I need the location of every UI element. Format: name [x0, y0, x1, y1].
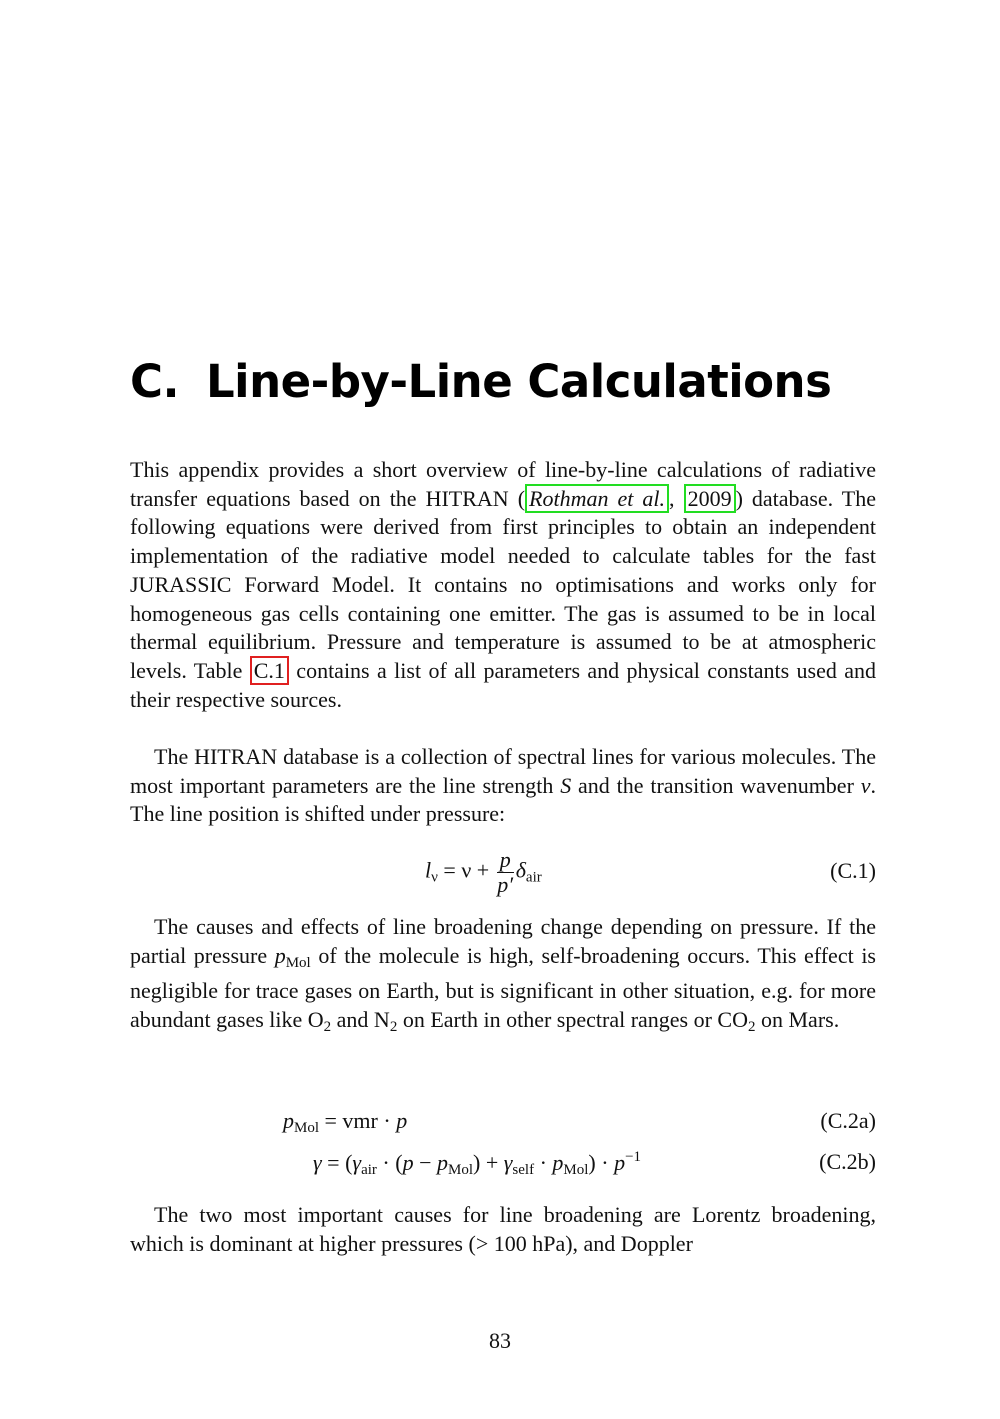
equation-c1	[425, 848, 542, 897]
paragraph-intro	[130, 456, 876, 714]
eq-subscript: Mol	[285, 954, 311, 971]
text-span: The HITRAN database is a collection of spectral lines for various molecules. The most important parameters are the line strength	[130, 744, 876, 798]
eq-subscript: air	[525, 869, 542, 886]
equation-number-c2a: (C.2a)	[820, 1108, 876, 1133]
eq-fraction	[497, 848, 514, 897]
eq-symbol: l	[425, 857, 432, 883]
eq-symbol: γ	[313, 1150, 322, 1175]
text-span: This appendix provides a short overview of line-by-line calculations of radiative transfer equations based on the HITRAN (	[130, 457, 876, 511]
chapter-number: C.	[130, 355, 180, 408]
text-span: The causes and effects of line broadening change depending on pressure. If the partial pressure	[130, 914, 876, 968]
text-span: and the transition wavenumber	[571, 772, 861, 798]
eq-text: ) ·	[588, 1150, 615, 1175]
chem-subscript: 2	[323, 1019, 332, 1036]
text-span: on Mars.	[755, 1007, 840, 1033]
equation-c2a	[283, 1108, 407, 1137]
eq-symbol: γ	[352, 1150, 362, 1175]
eq-subscript: self	[512, 1162, 535, 1178]
text-span: on Earth in other spectral ranges or CO	[397, 1007, 748, 1033]
citation-author-text: Rothman et al.	[529, 485, 666, 511]
text-span: contains a list of all parameters and physical constants used and their respective sources.	[130, 657, 876, 712]
text-span: of the molecule is high, self-broadening occurs. This effect is negligible for trace gases on Earth, but is significant in other situation, e.g. for more abundant gases like O	[130, 942, 876, 1033]
fraction-denominator: p′	[497, 872, 514, 897]
text-span: The two most important causes for line broadening are Lorentz broadening, which is dominant at higher pressures (> 100 hPa), and Doppler	[130, 1202, 876, 1256]
equation-number-c1: (C.1)	[830, 858, 876, 883]
eq-text: = ν +	[437, 857, 495, 883]
eq-symbol: p	[402, 1150, 414, 1175]
eq-subscript: Mol	[563, 1162, 589, 1178]
eq-subscript: Mol	[294, 1120, 320, 1136]
page-number: 83	[489, 1328, 511, 1353]
chapter-title-text: Line-by-Line Calculations	[206, 355, 832, 408]
citation-year-link[interactable]: 2009	[684, 484, 736, 513]
eq-subscript: Mol	[447, 1162, 473, 1178]
eq-symbol: p	[614, 1150, 626, 1175]
eq-text: = (	[321, 1150, 353, 1175]
equation-c2b	[313, 1149, 641, 1179]
citation-author-link[interactable]	[525, 484, 669, 513]
eq-subscript: ν	[431, 869, 438, 886]
eq-symbol: p	[396, 1108, 408, 1133]
eq-text: = vmr ·	[319, 1108, 397, 1133]
paragraph-lorentz	[130, 1201, 876, 1258]
fraction-numerator: p	[497, 848, 514, 873]
paragraph-broadening	[130, 913, 876, 1042]
text-span: and N	[331, 1007, 390, 1033]
table-ref-link[interactable]: C.1	[250, 656, 289, 685]
eq-text: −	[413, 1150, 437, 1175]
eq-symbol: δ	[515, 857, 526, 883]
eq-text: ) +	[473, 1150, 504, 1175]
eq-symbol: γ	[503, 1150, 513, 1175]
symbol-S: S	[560, 772, 572, 798]
eq-symbol: p	[436, 1150, 448, 1175]
eq-symbol: p	[283, 1108, 294, 1133]
equation-number-c2b: (C.2b)	[819, 1149, 876, 1174]
chapter-title	[130, 352, 831, 412]
eq-text: · (	[376, 1150, 403, 1175]
text-span: ) database. The following equations were derived from first principles to obtain an independent implementation of the radiative model needed to calculate tables for the fast JURASSIC Forward Model. It contains no optimisations and works only for homogeneous gas cells containing one emitter. The gas is assumed to be in local thermal equilibrium. Pressure and temperature is assumed to be at atmospheric levels. Table	[130, 485, 876, 683]
eq-symbol: p	[274, 942, 286, 968]
chem-subscript: 2	[748, 1019, 756, 1036]
eq-superscript: −1	[625, 1149, 642, 1165]
chem-subscript: 2	[389, 1019, 398, 1036]
eq-text: ·	[534, 1150, 553, 1175]
symbol-nu: ν	[860, 772, 871, 798]
eq-subscript: air	[361, 1162, 377, 1178]
paragraph-hitran	[130, 743, 876, 829]
text-span: ,	[669, 485, 684, 511]
text-span: . The line position is shifted under pressure:	[130, 772, 876, 827]
eq-symbol: p	[552, 1150, 564, 1175]
